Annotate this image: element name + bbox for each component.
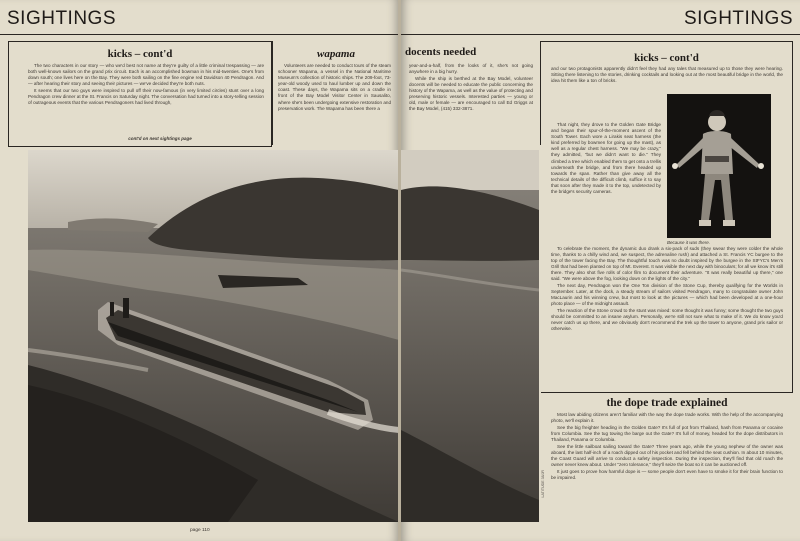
kicks-continued-note: cont'd on next sightings page [128,136,192,141]
docents-paragraph: year-and-a-half, from the looks of it, she's not going anywhere in a big hurry. [409,63,533,75]
page-number: page 110 [190,528,210,533]
dope-trade-paragraph: See the big freighter heading in the Golden Gate? It's full of pot from Thailand, hash from Panama or cocaine from Columbia. See the tug towing the barge out the Gate? It's full of money, headed for the dope distributors in Thailand, Panama or Columbia. [551,424,783,442]
docents-article-body [409,63,533,113]
photo-credit: LATITUDE 38/JR [541,470,545,498]
kicks-paragraph: The two characters in our story — who we'd best not name at they're guilty of a little criminal trespassing — are both well-known sailors on the grand prix circuit. Each is an accomplished bowman in his mid-twenties. One's from down south; one lives here on the Bay. They were both sailing on the fine engine red Davidson 40 Pendragon. And — after hearing their story and seeing their pictures — we've decided they're both nuts. [28,63,264,87]
kicks-continued-paragraph: To celebrate the moment, the dynamic duo drank a six-pack of suds (they swear they were colder the whole time, thanks to a chilly wind and, we suspect, the adrenaline rush) and attached a St. Francis YC burgee to the top of the tower facing the Bay. The thoughtful touch was no doubt inspired by the burgee in the StFYC's Men's Grill that had been planted on top of Mt. Everest. It was visible the next day with binoculars; for all we know it's still there. They also shot five rolls of color film to document their adventure. "It was really beautiful up there," one said. "We were above the fog, looking down on the lights of the city." [551,246,783,282]
wapama-heading: wapama [317,48,355,60]
kicks-heading: kicks – cont'd [107,48,173,60]
golden-gate-photo-graphic [401,150,539,522]
kicks-continued-paragraph: The reaction of the Stone crowd to the stunt was mixed: some thought it was funny; some thought the two guys should be committed to an insane asylum. Personally, we're still not sure what to make of it. We do know you'd never catch us up there, and we obviously don't recommend the trek up the tower to anyone, grand prix sailor or otherwise. [551,308,783,332]
dope-trade-heading: the dope trade explained [606,397,728,409]
golden-gate-photo-left [28,150,399,522]
right-header-rule [401,34,800,35]
dope-trade-paragraph: See the little sailboat sailing toward the Gate? Three years ago, while the young nephew of the owner was aboard, the last half-inch of a roach dipped out of his pocket and fell behind the seat cushion. In about 10 minutes, the Coast Guard will arrive to conduct a safety inspection. During the inspection, they'll find that old roach the owner never knew about. Under "zero tolerance," they'll seize the boat so it can be auctioned off. [551,443,783,467]
kicks-article-body [28,63,264,107]
kicks-continued-heading: kicks – cont'd [634,52,699,64]
golden-gate-photo-right [401,150,539,522]
wapama-article-body [278,63,391,112]
kicks-continued-lower [551,246,783,333]
kicks-continued-paragraph: The next day, Pendragon won the One Ton division of the Stone Cup, thereby qualifying for the Worlds in September. Later, at the dock, a steady stream of sailors visited Pendragon, many to congratulate owner John MacLaurin and his winning crew, but most to look at the pictures — which had been developed at a one-hour photo place — of the midnight assault. [551,283,783,307]
docents-paragraph: While the ship is berthed at the Bay Model, volunteer docents will be needed to educate the public concerning the history of the Wapama, as well as the value of protecting and preserving historic vessels. Interested parties — young or old, male or female — are encouraged to call Ed Griggs at the Bay Model, (415) 332-3871. [409,75,533,112]
dope-trade-article-body [551,412,783,481]
wapama-paragraph: Volunteers are needed to conduct tours of the steam schooner Wapama, a vessel in the National Maritime Museum's collection of historic ships. The 209-foot, 73-year-old woody used to haul lumber up and down the coast. These days, the Wapama sits on a cradle in front of the Bay Model Visitor Center in Sausalito, where she's been undergoing extensive restoration and preservation work. The Wapama has been there a [278,63,391,111]
kicks-continued-column [551,122,661,196]
left-page [0,0,399,541]
kicks-paragraph: It seems that our two guys were inspired to pull off their now-famous (in very limited circles) stunt over a long Pendragon crew dinner at the St. Francis on Saturday night. The conversation had turned into a story-telling session of outrageous events that the various Pendragoners had lived through, [28,87,264,106]
right-page [401,0,800,541]
climber-photo-graphic [667,94,771,238]
kicks-continued-intro: and our two protagonists apparently didn't feel they had any tales that measured up to those they were hearing. Sitting there listening to the stories, drinking cocktails and looking out at the most beautiful bridge in the world, the idea hit them like a ton of bricks. [551,66,783,84]
docents-heading: docents needed [405,46,477,58]
kicks-continued-paragraph: That night, they drove to the Golden Gate Bridge and began their spur-of-the-moment ascent of the South Tower. Each wore a Lirakis seat harness (the kind preferred by bowmen for going up the mast), as well as a regular chest harness. "We may be crazy," they admitted, "but we didn't want to die." They climbed a tree which enabled them to get onto a trellis underneath the bridge, and from there headed up towards the span. Rather than give away all the technical details of the difficult climb, suffice it to say that soon after they made it to the top, undetected by the bridge's security cameras. [551,122,661,195]
left-header-rule [0,34,399,35]
right-header-title: SIGHTINGS [683,8,793,29]
climber-photo-caption: Because it was there. [667,240,711,245]
dope-trade-paragraph: It just goes to prove how harmful dope is — some people don't even have to smoke it for their brain function to be impaired. [551,468,783,480]
column-divider [272,41,273,145]
dope-trade-paragraph: Most law abiding citizens aren't familiar with the way the dope trade works. With the help of the accompanying photo, we'll explain it. [551,412,783,424]
climber-photo [667,94,771,238]
golden-gate-photo-graphic [28,150,399,522]
left-header-title: SIGHTINGS [7,8,117,29]
